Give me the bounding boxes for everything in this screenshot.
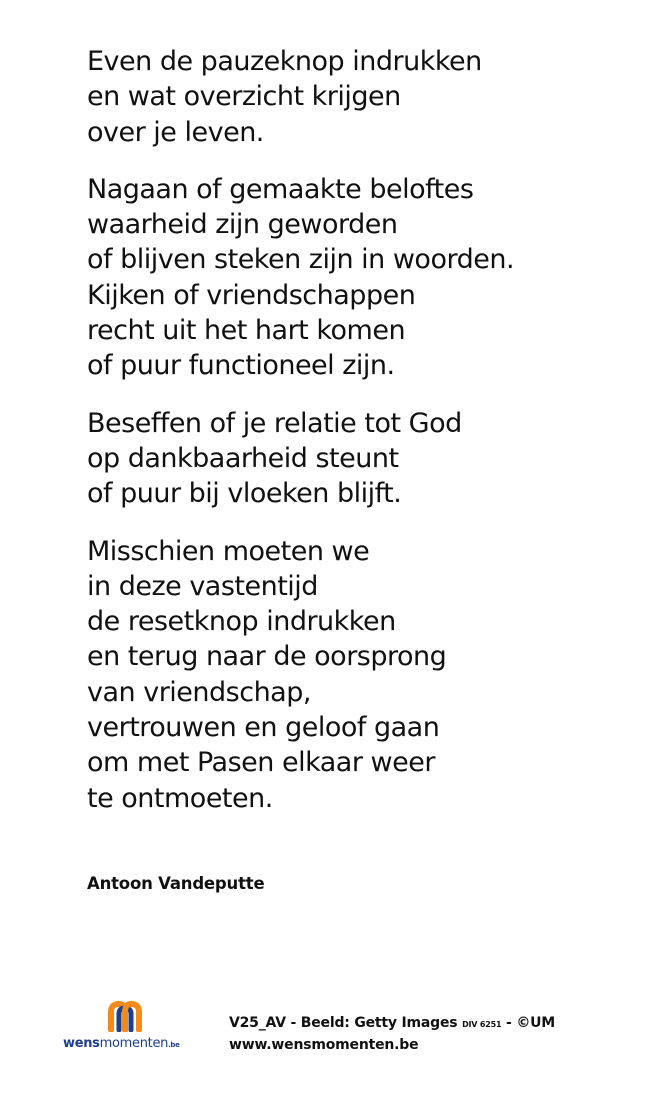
logo-word-part2: momenten <box>99 1036 169 1051</box>
website-url: www.wensmomenten.be <box>229 1037 419 1053</box>
poem-line: de resetknop indrukken <box>87 606 396 638</box>
logo-wordmark <box>63 1036 180 1051</box>
poem-line: Beseffen of je relatie tot God <box>87 407 462 439</box>
credit-code: DIV 6251 <box>462 1020 502 1029</box>
poem-line: op dankbaarheid steunt <box>87 442 399 474</box>
logo-word-suffix: .be <box>168 1041 180 1049</box>
image-credits <box>229 1013 555 1056</box>
poem-line: vertrouwen en geloof gaan <box>87 712 440 744</box>
poem-line: Kijken of vriendschappen <box>87 279 416 311</box>
poem-line: of puur bij vloeken blijft. <box>87 478 402 510</box>
poem-line: over je leven. <box>87 116 264 148</box>
poem-line: waarheid zijn geworden <box>87 209 398 241</box>
poem-line: te ontmoeten. <box>87 782 273 814</box>
logo-mark-icon <box>107 1000 143 1032</box>
poem-line: Nagaan of gemaakte beloftes <box>87 173 474 205</box>
credit-prefix: V25_AV - Beeld: Getty Images <box>229 1015 463 1031</box>
credit-line <box>229 1013 555 1035</box>
poem-line: Even de pauzeknop indrukken <box>87 46 482 77</box>
credit-suffix: - ©UM <box>501 1015 556 1031</box>
poem-line: van vriendschap, <box>87 676 311 708</box>
wensmomenten-logo <box>63 1000 203 1060</box>
poem-line: en terug naar de oorsprong <box>87 641 447 673</box>
poem <box>87 44 627 838</box>
poem-line: of blijven steken zijn in woorden. <box>87 244 515 276</box>
stanza-2 <box>87 172 627 384</box>
poem-line: om met Pasen elkaar weer <box>87 747 435 779</box>
poem-line: recht uit het hart komen <box>87 315 406 347</box>
stanza-1 <box>87 44 627 150</box>
logo-word-part1: wens <box>63 1036 100 1051</box>
stanza-4 <box>87 534 627 816</box>
poem-line: of puur functioneel zijn. <box>87 350 395 382</box>
poem-line: in deze vastentijd <box>87 570 318 602</box>
poem-line: en wat overzicht krijgen <box>87 81 401 113</box>
stanza-3 <box>87 406 627 512</box>
poem-line: Misschien moeten we <box>87 535 370 567</box>
author-name: Antoon Vandeputte <box>87 874 265 893</box>
